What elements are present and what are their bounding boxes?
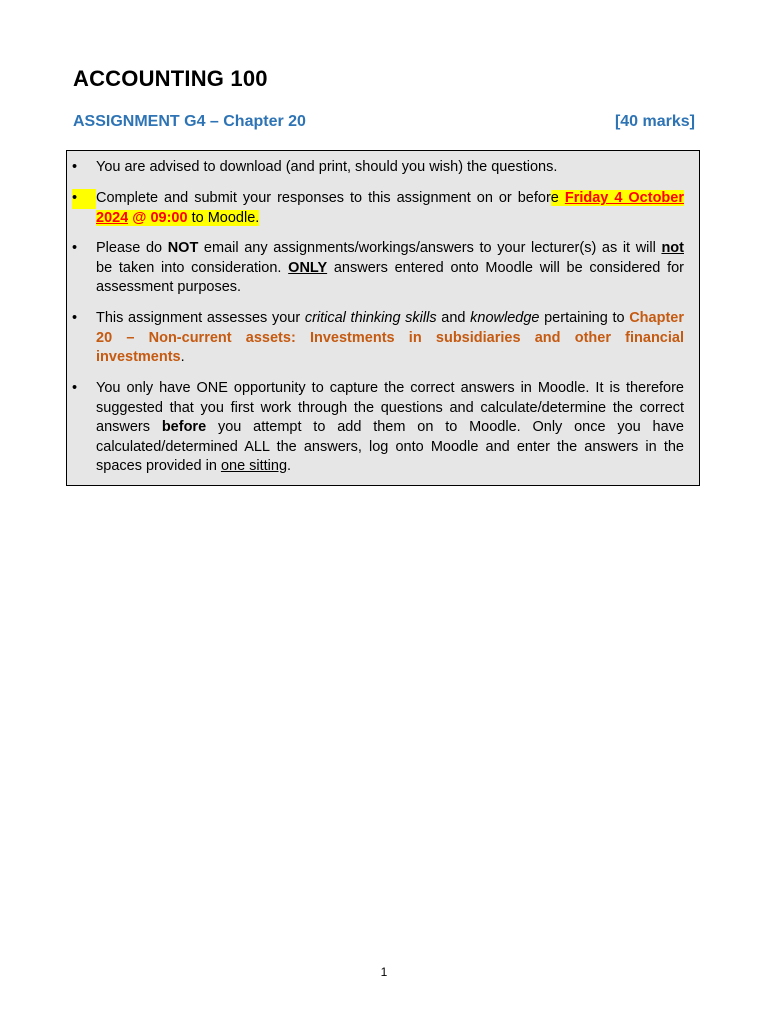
instructions-box <box>66 150 700 486</box>
bullet-icon: • <box>72 240 78 256</box>
chapter-topic: Chapter 20 – Non-current assets: Investments in subsidiaries and other financial investments <box>96 310 684 365</box>
instruction-text: You only have ONE opportunity to capture the correct answers in Moodle. It is therefore suggested that you first work through the questions and calculate/determine the correct answers before you attempt to add them on to Moodle. Only once you have calculated/determined ALL the answers, log onto Moodle and enter the answers in the spaces provided in one sitting. <box>96 380 684 474</box>
bullet-icon: • <box>72 189 96 209</box>
assignment-title: ASSIGNMENT G4 – Chapter 20 <box>73 113 306 130</box>
due-date: Friday 4 October 2024 <box>96 190 685 226</box>
assignment-header <box>73 113 695 131</box>
marks-total: [40 marks] <box>614 113 695 130</box>
instruction-text: Complete and submit your responses to this assignment on or before Friday 4 October 2024 @ 09:00 to Moodle. <box>96 190 685 226</box>
page-number: 1 <box>380 965 388 979</box>
instruction-text: You are advised to download (and print, should you wish) the questions. <box>96 159 558 175</box>
bullet-icon: • <box>72 159 78 175</box>
course-title: ACCOUNTING 100 <box>73 66 268 91</box>
bullet-icon: • <box>72 310 78 326</box>
bullet-icon: • <box>72 380 78 396</box>
instruction-text: This assignment assesses your critical thinking skills and knowledge pertaining to Chapter 20 – Non-current assets: Investments in subsidiaries and other financial investments. <box>96 310 684 365</box>
instruction-text: Please do NOT email any assignments/workings/answers to your lecturer(s) as it will not be taken into consideration. ONLY answers entered onto Moodle will be considered for assessment purposes. <box>96 240 684 295</box>
due-time: 09:00 <box>150 209 188 226</box>
